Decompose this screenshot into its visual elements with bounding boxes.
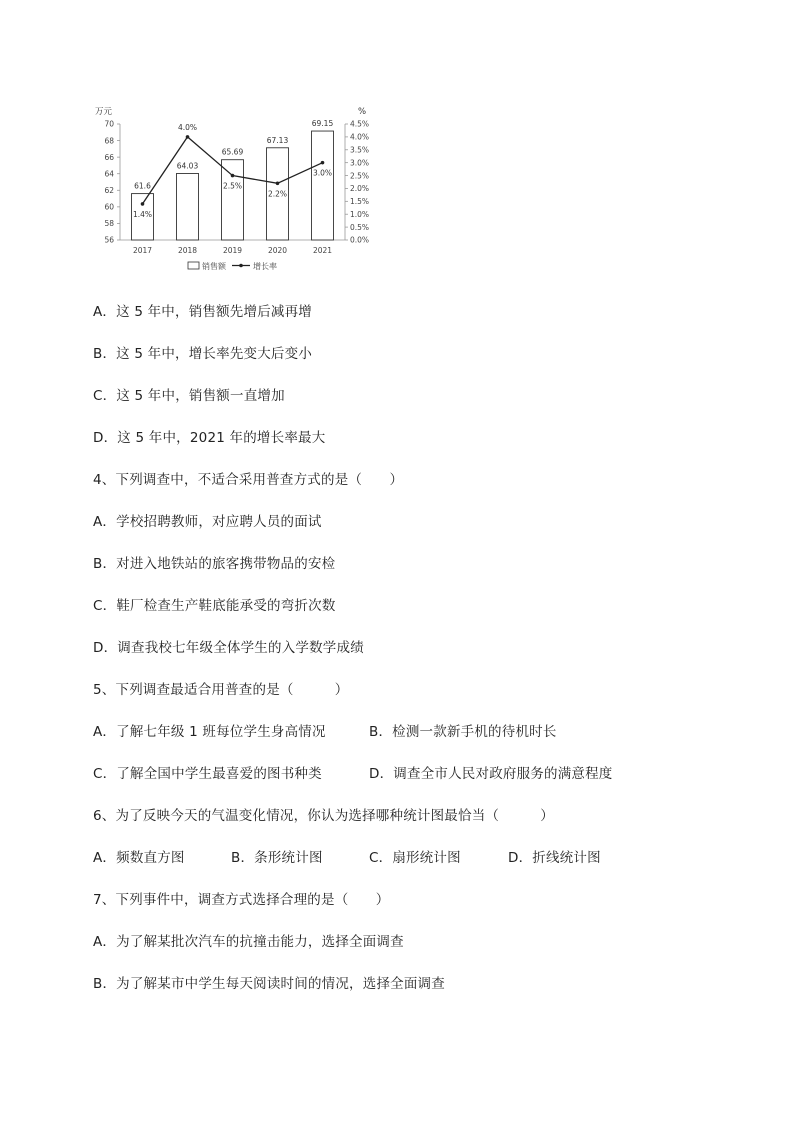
q4-option-c[interactable]: C．鞋厂检查生产鞋底能承受的弯折次数 [93, 598, 336, 614]
growth-rate-point [276, 181, 280, 185]
x-tick-label: 2017 [132, 246, 153, 255]
q7-option-a[interactable]: A．为了解某批次汽车的抗撞击能力，选择全面调查 [93, 934, 404, 950]
y-right-tick-label: 4.0% [350, 132, 370, 142]
q6-option-c[interactable]: C．扇形统计图 [369, 850, 461, 866]
bar-2018 [177, 173, 199, 240]
y-left-tick-label: 70 [104, 119, 114, 129]
y-left-tick-label: 62 [104, 185, 114, 195]
y-left-tick-label: 60 [104, 202, 114, 212]
bar-value-label: 61.6 [134, 181, 151, 191]
q6-option-b[interactable]: B．条形统计图 [231, 850, 323, 866]
y-right-tick-label: 4.5% [350, 119, 370, 129]
q4-option-a[interactable]: A．学校招聘教师，对应聘人员的面试 [93, 514, 322, 530]
legend-line-marker [239, 264, 243, 268]
q6-option-d[interactable]: D．折线统计图 [508, 850, 601, 866]
q5-option-d[interactable]: D．调查全市人民对政府服务的满意程度 [369, 766, 613, 782]
y-right-tick-label: 2.5% [350, 171, 370, 181]
growth-rate-label: 1.4% [132, 209, 153, 219]
q3-option-b[interactable]: B．这 5 年中，增长率先变大后变小 [93, 346, 313, 362]
q6-stem: 6、为了反映今天的气温变化情况，你认为选择哪种统计图最恰当（ ） [93, 808, 554, 824]
y-left-tick-label: 58 [104, 219, 114, 229]
q5-option-a[interactable]: A．了解七年级 1 班每位学生身高情况 [93, 724, 326, 740]
sales-growth-chart [90, 100, 390, 280]
y-left-unit: 万元 [95, 107, 113, 117]
y-right-tick-label: 3.5% [350, 145, 370, 155]
growth-rate-point [186, 135, 190, 139]
growth-rate-label: 4.0% [177, 122, 198, 132]
growth-rate-label: 3.0% [312, 168, 333, 178]
legend-line-label: 增长率 [253, 262, 277, 271]
y-right-unit: % [358, 107, 367, 117]
y-left-tick-label: 66 [104, 152, 114, 162]
growth-rate-label: 2.2% [267, 189, 288, 199]
q4-option-d[interactable]: D．调查我校七年级全体学生的入学数学成绩 [93, 640, 364, 656]
q3-option-d[interactable]: D．这 5 年中，2021 年的增长率最大 [93, 430, 326, 446]
x-tick-label: 2020 [267, 246, 288, 255]
bar-value-label: 65.69 [221, 147, 244, 157]
growth-rate-point [141, 202, 145, 206]
y-right-tick-label: 1.0% [350, 209, 370, 219]
y-right-tick-label: 1.5% [350, 197, 370, 207]
q3-option-a[interactable]: A．这 5 年中，销售额先增后减再增 [93, 304, 313, 320]
bar-value-label: 64.03 [176, 161, 199, 171]
q5-stem: 5、下列调查最适合用普查的是（ ） [93, 682, 349, 698]
q5-option-c[interactable]: C．了解全国中学生最喜爱的图书种类 [93, 766, 322, 782]
q7-option-b[interactable]: B．为了解某市中学生每天阅读时间的情况，选择全面调查 [93, 976, 445, 992]
y-left-tick-label: 64 [104, 169, 114, 179]
x-tick-label: 2018 [177, 246, 198, 255]
q5-option-b[interactable]: B．检测一款新手机的待机时长 [369, 724, 557, 740]
q4-stem: 4、下列调查中，不适合采用普查方式的是（ ） [93, 472, 404, 488]
growth-rate-label: 2.5% [222, 181, 243, 191]
y-left-tick-label: 68 [104, 136, 114, 146]
x-tick-label: 2021 [312, 246, 333, 255]
bar-2019 [222, 160, 244, 240]
q6-option-a[interactable]: A．频数直方图 [93, 850, 185, 866]
growth-rate-point [231, 174, 235, 178]
bar-2021 [312, 131, 334, 240]
bar-value-label: 67.13 [266, 135, 289, 145]
bar-value-label: 69.15 [311, 119, 334, 129]
growth-rate-point [321, 161, 325, 165]
y-right-tick-label: 0.0% [350, 235, 370, 245]
q7-stem: 7、下列事件中，调查方式选择合理的是（ ） [93, 892, 390, 908]
q4-option-b[interactable]: B．对进入地铁站的旅客携带物品的安检 [93, 556, 336, 572]
y-left-tick-label: 56 [104, 235, 114, 245]
q3-option-c[interactable]: C．这 5 年中，销售额一直增加 [93, 388, 285, 404]
legend-bar-label: 销售额 [202, 262, 226, 271]
y-right-tick-label: 2.0% [350, 184, 370, 194]
y-right-tick-label: 0.5% [350, 222, 370, 232]
legend-bar-swatch [188, 262, 199, 269]
y-right-tick-label: 3.0% [350, 158, 370, 168]
x-tick-label: 2019 [222, 246, 243, 255]
